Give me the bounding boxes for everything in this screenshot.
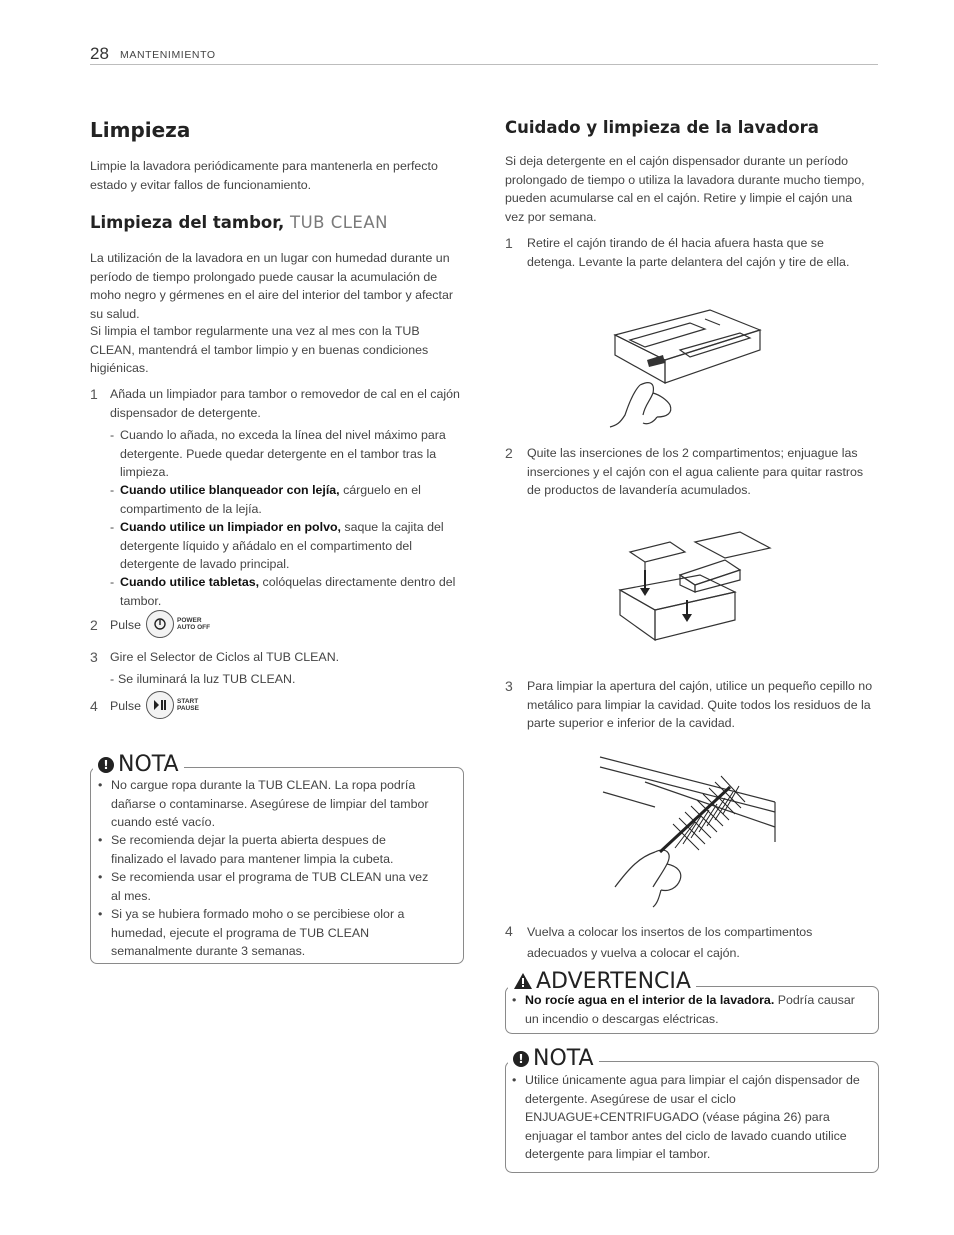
- step-number: 3: [505, 678, 513, 694]
- tub-clean-paragraph-1: La utilización de la lavadora en un lugar con humedad durante un período de tiempo prolongado puede causar la acumulación de moho negro y gérmenes en el aire del interior del tambor y afectar su salud.: [90, 251, 453, 321]
- bullet-text: Se recomienda dejar la puerta abierta despues de finalizado el lavado para mantener limpia la cubeta.: [111, 833, 394, 866]
- nota-title-text: NOTA: [118, 752, 179, 777]
- nota-title-right: [508, 1046, 599, 1071]
- step-text: Vuelva a colocar los insertos de los compartimentos adecuados y vuelva a colocar el cajón.: [527, 925, 813, 960]
- section-name: MANTENIMIENTO: [120, 49, 216, 61]
- nota-title-text: NOTA: [533, 1046, 594, 1071]
- start-label: START: [177, 698, 199, 705]
- warning-triangle-icon: [513, 972, 533, 990]
- power-icon: [146, 610, 174, 638]
- bullet-text: Se recomienda usar el programa de TUB CLEAN una vez al mes.: [111, 870, 429, 903]
- step-text: Gire el Selector de Ciclos al TUB CLEAN.: [110, 650, 340, 664]
- intro-paragraph: Limpie la lavadora periódicamente para mantenerla en perfecto estado y evitar fallos de funcionamiento.: [90, 159, 438, 192]
- warning-bold: No rocíe agua en el interior de la lavadora.: [525, 993, 775, 1007]
- note-bold: Cuando utilice tabletas,: [120, 575, 260, 589]
- exclamation-circle-icon: !: [513, 1051, 529, 1067]
- section-title-accent: TUB CLEAN: [290, 213, 388, 232]
- note-text: saque la cajita del detergente líquido y añádalo en el compartimento del detergente de lavado principal.: [120, 520, 444, 571]
- step-number: 1: [90, 386, 98, 402]
- bullet-text: Si ya se hubiera formado moho o se percibiese olor a humedad, ejecute el programa de TUB CLEAN semanalmente durante 3 semanas.: [111, 907, 405, 958]
- advertencia-title-text: ADVERTENCIA: [536, 969, 691, 994]
- bullet-text: No cargue ropa durante la TUB CLEAN. La ropa podría dañarse o contaminarse. Asegúrese de limpiar del tambor cuando esté vacío.: [111, 778, 429, 829]
- warning-text: Podría causar un incendio o descargas eléctricas.: [525, 993, 855, 1026]
- step-text: Añada un limpiador para tambor o removedor de cal en el cajón dispensador de detergente.: [110, 387, 460, 420]
- bullet-text: Utilice únicamente agua para limpiar el cajón dispensador de detergente. Asegúrese de usar el ciclo ENJUAGUE+CENTRIFUGADO (véase página 26) para enjuagar el tambor antes del ciclo de lavado cuando utilice detergente para limpiar el tambor.: [525, 1073, 860, 1161]
- note-text: Se iluminará la luz TUB CLEAN.: [118, 672, 296, 686]
- tub-clean-paragraph-2: Si limpia el tambor regularmente una vez al mes con la TUB CLEAN, mantendrá el tambor limpio y en buenas condiciones higiénicas.: [90, 324, 429, 375]
- power-button-graphic: [146, 610, 210, 638]
- step-number: 4: [505, 923, 513, 939]
- nota-title-left: [93, 752, 184, 777]
- power-label-2: AUTO OFF: [177, 624, 211, 631]
- section-title-tub-clean: [90, 213, 388, 232]
- exclamation-circle-icon: !: [98, 757, 114, 773]
- note-text: Cuando lo añada, no exceda la línea del nivel máximo para detergente. Puede quedar detergente en el tambor tras la limpieza.: [120, 428, 446, 479]
- care-title: Cuidado y limpieza de la lavadora: [505, 118, 819, 137]
- brush-cleaning-illustration: [595, 752, 785, 912]
- pause-label: PAUSE: [177, 705, 199, 712]
- start-pause-button-graphic: [146, 691, 199, 719]
- header-divider: [90, 64, 878, 65]
- note-text: colóquelas directamente dentro del tambor.: [120, 575, 456, 608]
- power-label-1: POWER: [177, 617, 202, 624]
- note-bold: Cuando utilice un limpiador en polvo,: [120, 520, 341, 534]
- step-text: Pulse: [110, 618, 141, 632]
- care-intro: Si deja detergente en el cajón dispensador durante un período prolongado de tiempo o utiliza la lavadora durante mucho tiempo, pueden acumularse cal en el cajón. Retire y limpie el cajón una vez por semana.: [505, 154, 865, 224]
- step-number: 2: [90, 617, 98, 633]
- step-text: Retire el cajón tirando de él hacia afuera hasta que se detenga. Levante la parte delantera del cajón y tire de ella.: [527, 236, 850, 269]
- step-number: 1: [505, 235, 513, 251]
- note-bold: Cuando utilice blanqueador con lejía,: [120, 483, 340, 497]
- play-pause-icon: [146, 691, 174, 719]
- step-number: 3: [90, 649, 98, 665]
- drawer-removal-illustration: [595, 305, 775, 430]
- step-number: 2: [505, 445, 513, 461]
- step-4: [90, 695, 390, 723]
- page-number: 28: [90, 44, 109, 63]
- step-number: 4: [90, 698, 98, 714]
- step-text: Para limpiar la apertura del cajón, utilice un pequeño cepillo no metálico para limpiar la cavidad. Quite todos los residuos de la parte superior e inferior de la cavidad.: [527, 679, 873, 730]
- step-text: Quite las inserciones de los 2 compartimentos; enjuague las inserciones y el cajón con el agua caliente para quitar rastros de productos de lavandería acumulados.: [527, 446, 864, 497]
- note-text: cárguelo en el compartimento de la lejía.: [120, 483, 421, 516]
- section-title-text: Limpieza del tambor,: [90, 213, 285, 232]
- inserts-illustration: [615, 530, 775, 650]
- step-2: [90, 614, 390, 642]
- page-title: Limpieza: [90, 118, 191, 142]
- step-text: Pulse: [110, 699, 141, 713]
